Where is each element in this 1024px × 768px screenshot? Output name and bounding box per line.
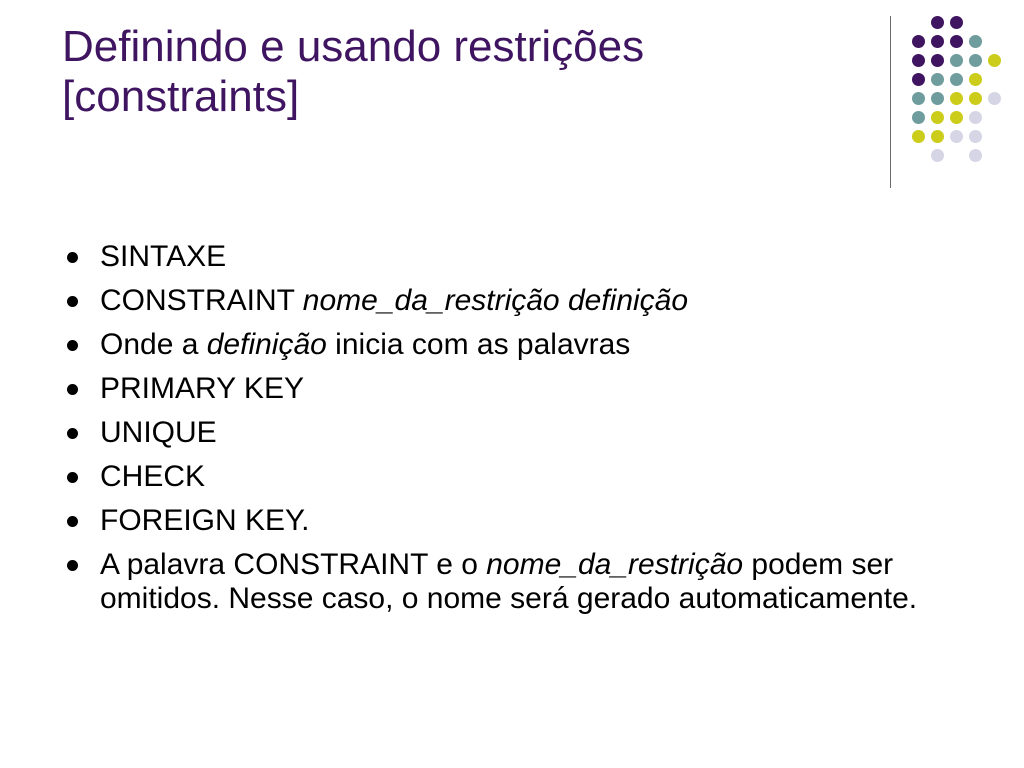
decorative-dot — [969, 130, 982, 143]
decorative-dot — [950, 92, 963, 105]
bullet-icon — [67, 384, 78, 395]
bullet-text-prefix: A palavra CONSTRAINT e o — [100, 548, 487, 581]
decorative-dot — [931, 149, 944, 162]
decorative-dot — [969, 111, 982, 124]
decorative-dot — [931, 54, 944, 67]
decorative-dot — [950, 130, 963, 143]
decorative-dot — [950, 16, 963, 29]
bullet-text-suffix: inicia com as palavras — [326, 328, 631, 361]
decorative-dot-grid — [908, 16, 1004, 166]
decorative-dot — [969, 149, 982, 162]
bullet-text: UNIQUE — [100, 416, 217, 449]
decorative-dot — [988, 92, 1001, 105]
bullet-text-prefix: CONSTRAINT — [100, 284, 303, 317]
bullet-item — [64, 460, 924, 494]
decorative-dot — [931, 16, 944, 29]
slide-title — [62, 22, 862, 122]
decorative-dot — [969, 92, 982, 105]
decorative-dot — [969, 35, 982, 48]
decorative-dot — [988, 54, 1001, 67]
bullet-text-italic: nome_da_restrição definição — [302, 284, 689, 317]
decorative-dot — [931, 111, 944, 124]
decorative-dot — [969, 54, 982, 67]
decorative-dot — [912, 130, 925, 143]
bullet-item — [64, 504, 924, 538]
bullet-text: CHECK — [100, 460, 206, 493]
bullet-text-italic: nome_da_restrição — [486, 548, 744, 581]
bullet-text-suffix: podem ser omitidos. Nesse caso, o nome será gerado automaticamente. — [100, 548, 918, 615]
bullet-icon — [67, 516, 78, 527]
bullet-icon — [67, 340, 78, 351]
decorative-dot — [950, 111, 963, 124]
bullet-text: FOREIGN KEY. — [100, 504, 310, 537]
decorative-dot — [950, 54, 963, 67]
bullet-icon — [67, 428, 78, 439]
bullet-icon — [67, 252, 78, 263]
bullet-list — [64, 240, 924, 626]
bullet-item — [64, 240, 924, 274]
decorative-dot — [931, 130, 944, 143]
decorative-dot — [912, 73, 925, 86]
bullet-text-prefix: Onde a — [100, 328, 207, 361]
bullet-text: SINTAXE — [100, 240, 227, 273]
decorative-dot — [931, 92, 944, 105]
vertical-divider — [890, 16, 891, 188]
bullet-item — [64, 416, 924, 450]
decorative-dot — [912, 35, 925, 48]
bullet-text-italic: definição — [206, 328, 327, 361]
bullet-item — [64, 328, 924, 362]
decorative-dot — [931, 35, 944, 48]
bullet-item — [64, 284, 924, 318]
bullet-icon — [67, 472, 78, 483]
bullet-icon — [67, 560, 78, 571]
title-line-2: [constraints] — [62, 72, 300, 121]
bullet-icon — [67, 296, 78, 307]
decorative-dot — [950, 73, 963, 86]
decorative-dot — [912, 92, 925, 105]
bullet-item — [64, 548, 924, 616]
title-line-1: Definindo e usando restrições — [62, 22, 645, 71]
decorative-dot — [950, 35, 963, 48]
decorative-dot — [931, 73, 944, 86]
decorative-dot — [912, 111, 925, 124]
bullet-text: PRIMARY KEY — [100, 372, 304, 405]
decorative-dot — [969, 73, 982, 86]
decorative-dot — [912, 54, 925, 67]
bullet-item — [64, 372, 924, 406]
